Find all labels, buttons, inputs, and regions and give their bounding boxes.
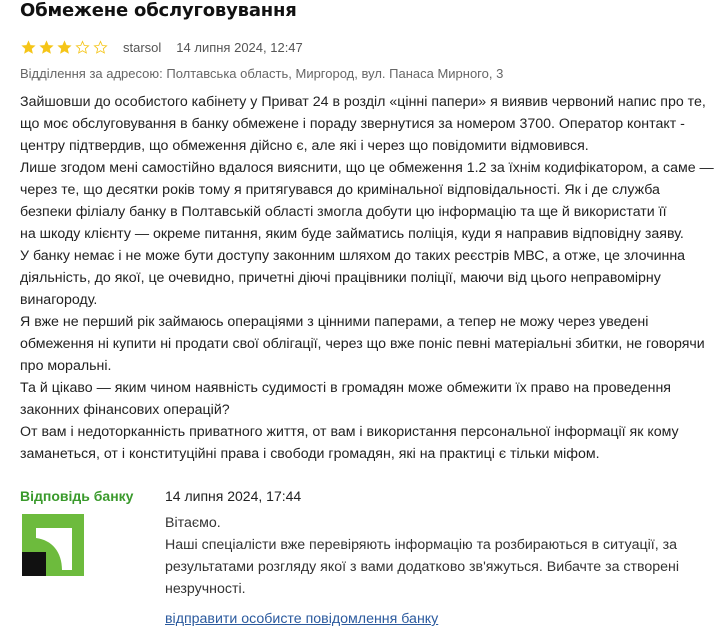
review-line: Зайшовши до особистого кабінету у Приват 24 в розділ «цінні папери» я виявив червоний напис про те,: [20, 94, 706, 110]
review-line: Лише згодом мені самостійно вдалося вияснити, що це обмеження 1.2 за їхнім кодифікатором, а саме —: [20, 160, 714, 176]
reply-line: Наші спеціалісти вже перевіряють інформацію та розбираються в ситуації, за: [165, 537, 677, 553]
star-filled-icon: [56, 39, 73, 56]
reply-line: незручності.: [165, 581, 246, 597]
reply-line: результатами розгляду якої з вами додатково зв'яжуться. Вибачте за створені: [165, 559, 680, 575]
review-line: діяльність, до якої, це очевидно, причетні діючі працівники поліції, маючи від цього неправомірну: [20, 270, 661, 286]
star-empty-icon: [92, 39, 109, 56]
review-line: заманеться, от і конституційні права і свободи громадян, які на практиці є тільки міфом.: [20, 446, 600, 462]
bank-reply-label: Відповідь банку: [20, 488, 134, 504]
review-line: про моральні.: [20, 358, 112, 374]
review-line: Я вже не перший рік займаюсь операціями з цінними паперами, а тепер не можу через уведені: [20, 314, 649, 330]
review-line: Та й цікаво — яким чином наявність судимості в громадян може обмежити їх право на проведення: [20, 380, 671, 396]
bank-reply-date: 14 липня 2024, 17:44: [165, 488, 302, 504]
review-line: От вам і недоторканність приватного життя, от вам і використання персональної інформації як кому: [20, 424, 679, 440]
star-filled-icon: [38, 39, 55, 56]
review-line: що моє обслуговування в банку обмежене і пораду звернутися за номером 3700. Оператор контакт -: [20, 116, 685, 132]
review-line: винагороду.: [20, 292, 98, 308]
review-line: на шкоду клієнту — окреме питання, яким буде займатись поліція, куди я направив відповідну заяву.: [20, 226, 684, 242]
branch-address: Відділення за адресою: Полтавська область, Миргород, вул. Панаса Мирного, 3: [20, 66, 504, 81]
review-author: starsol: [123, 39, 162, 55]
review-body: [20, 91, 719, 465]
review-line: через те, що десятки років тому я притягувався до кримінальної відповідальності. Як і де служба: [20, 182, 660, 198]
review-date: 14 липня 2024, 12:47: [176, 39, 303, 55]
review-line: безпеки філіалу банку в Полтавській області змогла добути цю інформацію та ще й використати її: [20, 204, 667, 220]
bank-reply-body: [165, 512, 715, 600]
star-empty-icon: [74, 39, 91, 56]
review-line: законних фінансових операцій?: [20, 402, 230, 418]
send-private-message-link[interactable]: відправити особисте повідомлення банку: [165, 611, 439, 627]
review-line: обмеження ні купити ні продати свої облігації, через що вже поніс певні матеріальні збитки, не говорячи: [20, 336, 705, 352]
review-meta: [20, 38, 303, 56]
review-line: центру підтвердив, що обмеження дійсно є, але які і через що повідомити відмовився.: [20, 138, 589, 154]
review-line: У банку немає і не може бути доступу законним шляхом до таких реєстрів МВС, а отже, це злочинна: [20, 248, 686, 264]
rating-stars: [20, 39, 109, 56]
star-filled-icon: [20, 39, 37, 56]
review-title: Обмежене обслуговування: [20, 0, 297, 21]
reply-line: Вітаємо.: [165, 515, 221, 531]
privatbank-logo-icon: [22, 514, 84, 576]
